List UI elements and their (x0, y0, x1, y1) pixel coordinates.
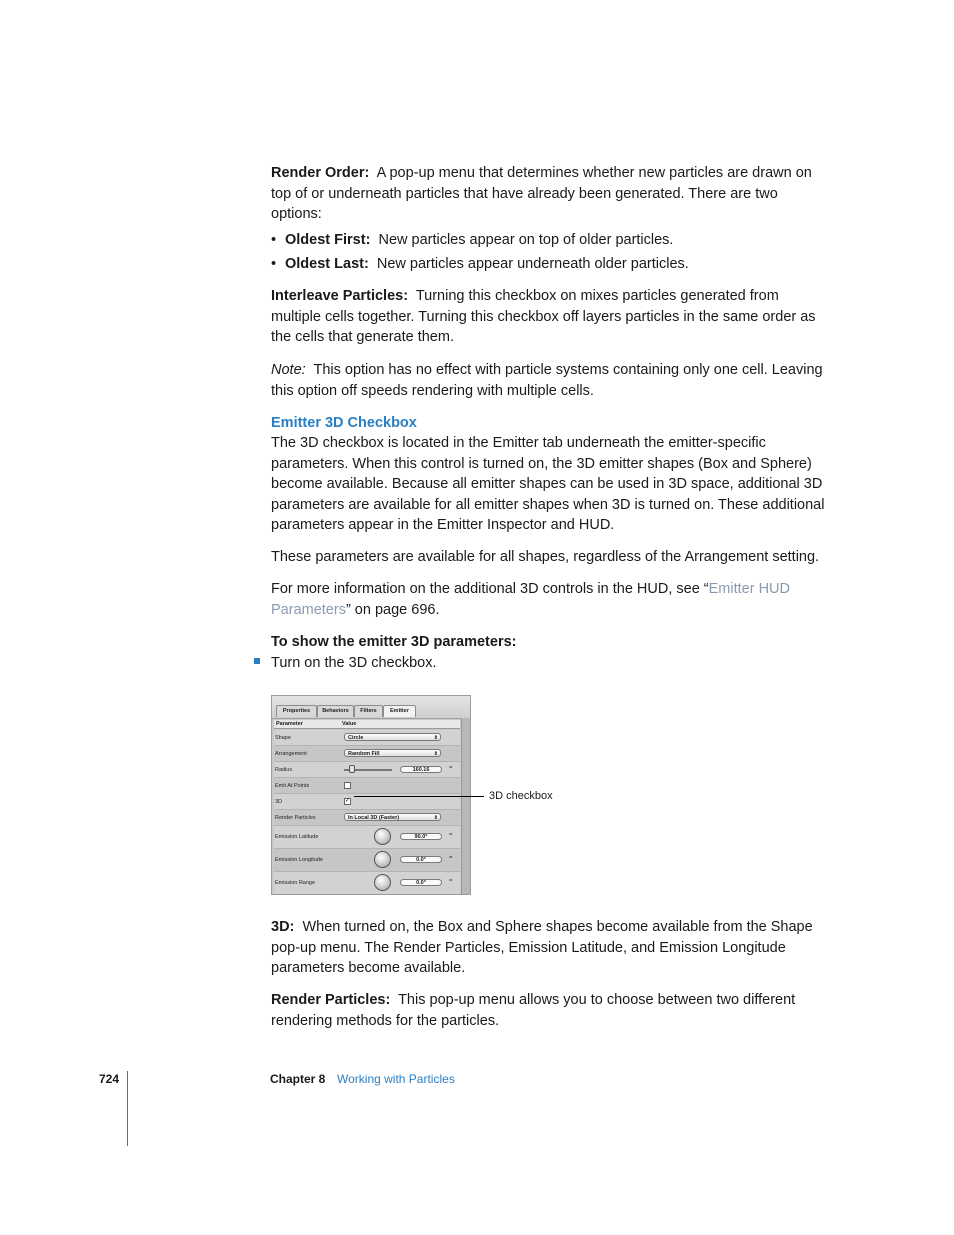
row-render-particles (274, 810, 460, 826)
arrangement-popup[interactable] (344, 749, 441, 757)
task-step: Turn on the 3D checkbox. (271, 655, 437, 671)
inspector-tab-bar (272, 696, 470, 719)
section-para-2: These parameters are available for all shapes, regardless of the Arrangement setting. (271, 549, 820, 565)
emitter-inspector-screenshot (271, 695, 471, 895)
row-arrangement (274, 746, 460, 762)
row-shape (274, 730, 460, 746)
row-label: Emission Range (275, 880, 316, 886)
row-radius (274, 762, 460, 778)
popup-value: In Local 3D (Faster) (348, 815, 400, 821)
page-number: 724 (99, 1072, 120, 1086)
tab-filters[interactable]: Filters (354, 705, 383, 717)
render-order-paragraph (271, 163, 831, 225)
row-emission-longitude (274, 849, 460, 872)
render-order-term: Render Order: (271, 165, 370, 181)
row-label: Arrangement (275, 750, 307, 757)
option-term: Oldest First: (285, 232, 371, 248)
section-para-1: The 3D checkbox is located in the Emitter tab underneath the emitter-specific parameters. When this control is turned on, the 3D emitter shapes (Box and Sphere) become available. Because all emitter shapes can be used in 3D space, additional 3D parameters are available for all emitter shapes when 3D is turned on. These additional parameters appear in the Emitter Inspector and HUD. (271, 435, 825, 533)
popup-arrows-icon: ⇕ (433, 735, 438, 741)
footer-divider (127, 1071, 128, 1146)
3d-desc: When turned on, the Box and Sphere shapes become available from the Shape pop-up menu. The Render Particles, Emission Latitude, and Emission Longitude parameters become available. (271, 919, 813, 976)
option-desc: New particles appear underneath older particles. (376, 256, 689, 272)
emitter-hud-link[interactable]: Emitter HUD Parameters (271, 581, 790, 618)
row-label: Emission Latitude (275, 834, 319, 840)
interleave-desc: Turning this checkbox on mixes particles generated from multiple cells together. Turning this checkbox off layers particles in the same order as the cells that generate them. (271, 288, 816, 345)
task-title: To show the emitter 3D parameters: (271, 634, 517, 650)
row-emit-at-points (274, 778, 460, 794)
note-desc: This option has no effect with particle systems containing only one cell. Leaving this option off speeds rendering with multiple cells. (271, 362, 823, 399)
col-parameter: Parameter (276, 721, 303, 727)
para-3-before: For more information on the additional 3D controls in the HUD, see “ (271, 581, 709, 597)
range-value-field[interactable]: 0.0° (400, 879, 442, 886)
callout-label: 3D checkbox (489, 790, 553, 802)
chapter-label: Chapter 8 (270, 1072, 326, 1086)
col-value: Value (342, 721, 357, 727)
tab-behaviors[interactable]: Behaviors (317, 705, 354, 717)
popup-value: Circle (348, 735, 364, 741)
reset-icon[interactable]: = (449, 832, 453, 838)
render-order-desc: A pop-up menu that determines whether new particles are drawn on top of or underneath particles that have already been generated. There are two options: (271, 165, 812, 222)
row-label: Shape (275, 734, 291, 741)
interleave-term: Interleave Particles: (271, 288, 409, 304)
step-bullet-icon (254, 658, 260, 664)
radius-slider-knob[interactable] (349, 765, 355, 773)
popup-arrows-icon: ⇕ (433, 815, 438, 821)
row-label: Emission Longitude (275, 857, 324, 863)
inspector-header (274, 720, 460, 729)
section-para-3 (271, 579, 831, 620)
option-term: Oldest Last: (285, 256, 369, 272)
render-particles-popup[interactable] (344, 813, 441, 821)
3d-paragraph (271, 917, 831, 979)
popup-value: Random Fill (348, 751, 380, 757)
3d-checkbox[interactable]: ✓ (345, 798, 351, 804)
latitude-value-field[interactable]: 90.0° (400, 833, 442, 840)
longitude-dial-icon[interactable] (374, 851, 391, 868)
tab-emitter[interactable]: Emitter (383, 705, 416, 717)
render-particles-desc: This pop-up menu allows you to choose between two different rendering methods for the particles. (271, 992, 796, 1029)
section-heading: Emitter 3D Checkbox (271, 415, 417, 431)
emit-at-points-checkbox[interactable] (344, 782, 351, 789)
interleave-paragraph (271, 286, 831, 348)
callout-line (354, 796, 484, 797)
row-emission-latitude (274, 826, 460, 849)
note-term: Note: (271, 362, 306, 378)
para-3-after: ” on page 696. (345, 601, 440, 618)
latitude-dial-icon[interactable] (374, 828, 391, 845)
row-emission-range (274, 872, 460, 895)
row-label: 3D (275, 798, 283, 805)
row-label: Render Particles (275, 814, 316, 821)
render-particles-term: Render Particles: (271, 992, 391, 1008)
option-desc: New particles appear on top of older particles. (378, 232, 674, 248)
range-dial-icon[interactable] (374, 874, 391, 891)
radius-value-field[interactable]: 160.16 (400, 766, 442, 773)
reset-icon[interactable]: = (449, 878, 453, 884)
render-particles-paragraph (271, 990, 831, 1031)
chapter-title: Working with Particles (337, 1072, 455, 1086)
longitude-value-field[interactable]: 0.0° (400, 856, 442, 863)
row-label: Emit At Points (275, 782, 310, 789)
3d-term: 3D: (271, 919, 295, 935)
reset-icon[interactable]: = (449, 765, 453, 771)
reset-icon[interactable]: = (449, 855, 453, 861)
tab-properties[interactable]: Properties (276, 705, 317, 717)
note-paragraph (271, 360, 831, 401)
inspector-scrollbar[interactable] (461, 718, 470, 894)
row-label: Radius (275, 766, 293, 773)
shape-popup[interactable] (344, 733, 441, 741)
popup-arrows-icon: ⇕ (433, 751, 438, 757)
